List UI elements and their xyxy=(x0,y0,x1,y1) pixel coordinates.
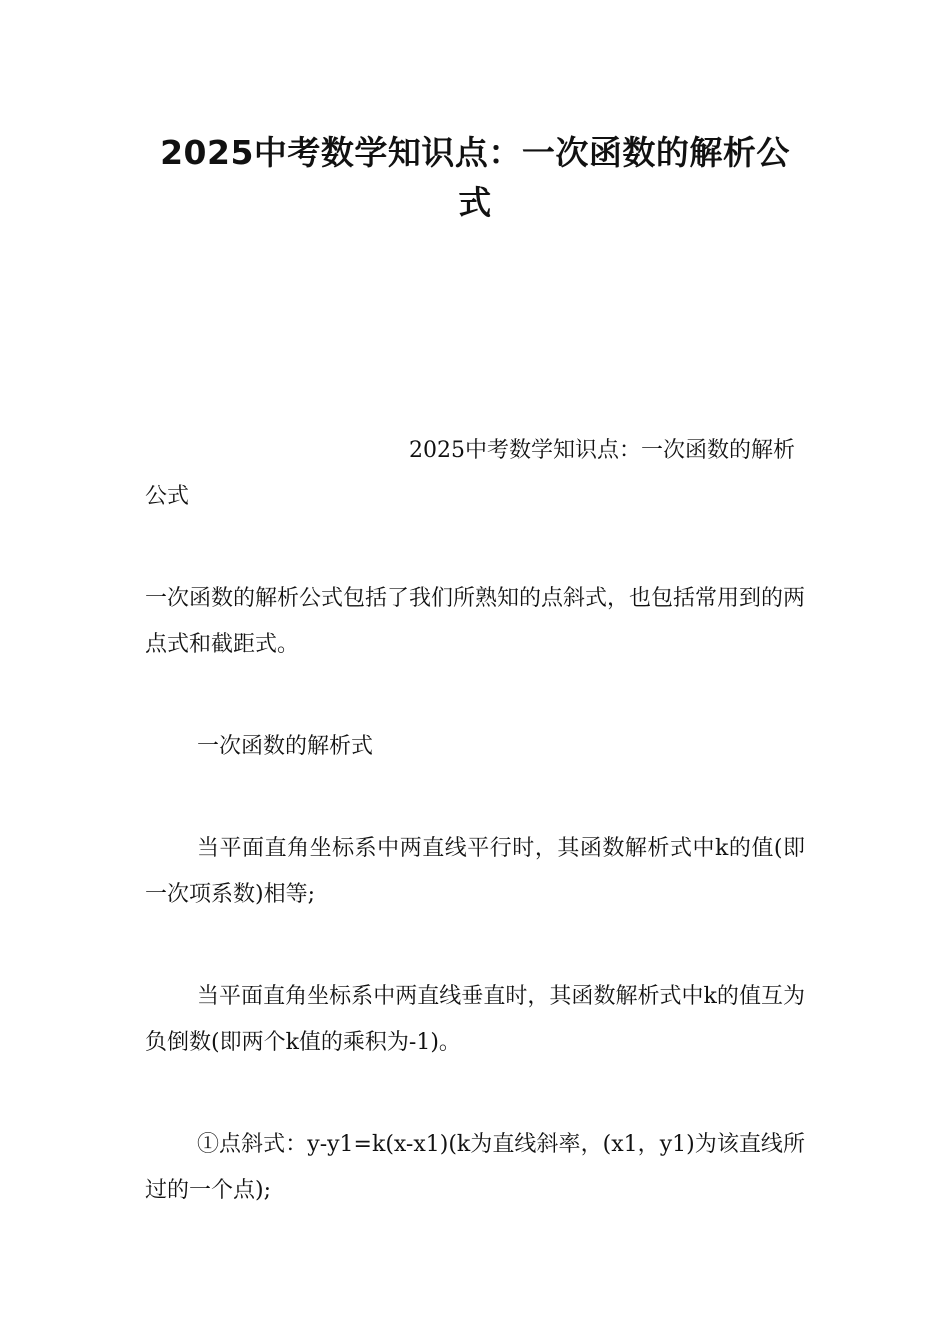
document-subtitle: 2025中考数学知识点：一次函数的解析公式 xyxy=(145,438,795,509)
document-body xyxy=(145,428,805,1270)
document-title: 2025中考数学知识点：一次函数的解析公式 xyxy=(160,133,790,222)
perpendicular-lines-paragraph: 当平面直角坐标系中两直线垂直时，其函数解析式中k的值互为负倒数(即两个k值的乘积为-1)。 xyxy=(145,984,805,1055)
section-heading: 一次函数的解析式 xyxy=(197,734,374,759)
point-slope-paragraph: ①点斜式：y-y1=k(x-x1)(k为直线斜率，(x1，y1)为该直线所过的一个点); xyxy=(145,1132,805,1203)
intro-paragraph: 一次函数的解析公式包括了我们所熟知的点斜式，也包括常用到的两点式和截距式。 xyxy=(145,586,806,657)
parallel-lines-paragraph: 当平面直角坐标系中两直线平行时，其函数解析式中k的值(即一次项系数)相等; xyxy=(145,836,805,907)
